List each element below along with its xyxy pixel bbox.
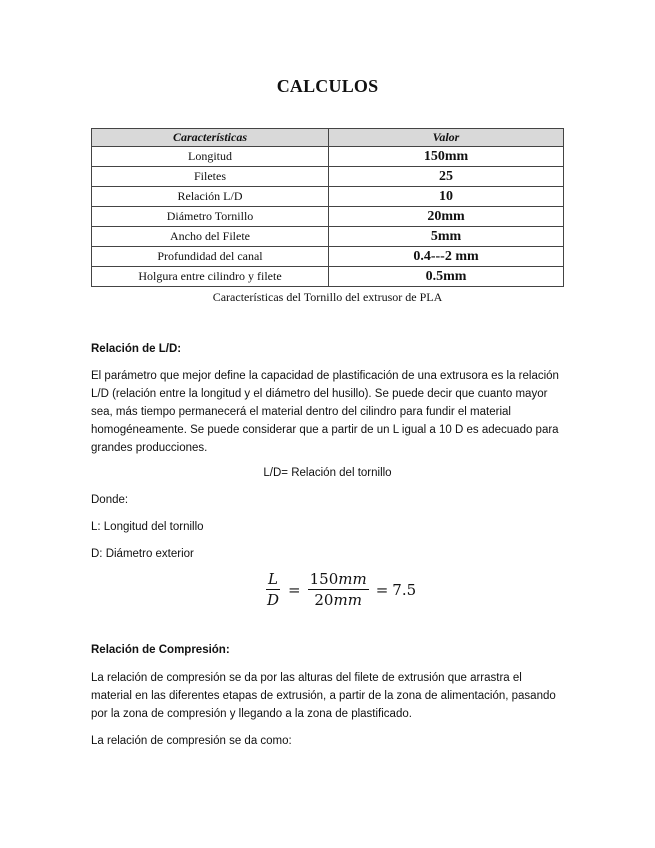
table-row <box>92 247 564 267</box>
row-label: Holgura entre cilindro y filete <box>92 267 329 287</box>
table-row <box>92 207 564 227</box>
row-value: 150mm <box>329 147 564 167</box>
table-caption: Características del Tornillo del extrusor de PLA <box>212 290 443 304</box>
lhs-numerator: L <box>268 570 278 588</box>
donde-label: Donde: <box>91 494 129 506</box>
table-row <box>92 167 564 187</box>
equals-sign: = <box>288 580 301 599</box>
lhs-fraction <box>265 570 281 609</box>
row-value: 10 <box>329 187 564 207</box>
row-value: 0.5mm <box>329 267 564 287</box>
page-title: CALCULOS <box>276 76 379 96</box>
lhs-denominator: D <box>267 591 280 609</box>
header-caracteristicas: Características <box>92 129 329 147</box>
row-label: Profundidad del canal <box>92 247 329 267</box>
rhs-denominator-unit: mm <box>333 591 362 609</box>
equals-sign-2: = <box>375 580 389 599</box>
header-valor: Valor <box>329 129 564 147</box>
row-label: Filetes <box>92 167 329 187</box>
paragraph-compression: La relación de compresión se da por las alturas del filete de extrusión que arrastra el material en las diferentes etapas de extrusión, a partir de la zona de alimentación, pasando por la zona de compresión y llegando a la zona de plastificado. <box>91 672 556 720</box>
definition-l: L: Longitud del tornillo <box>91 521 204 533</box>
row-label: Diámetro Tornillo <box>92 207 329 227</box>
row-value: 5mm <box>329 227 564 247</box>
section-heading-compression: Relación de Compresión: <box>91 644 230 656</box>
paragraph-ld: El parámetro que mejor define la capacidad de plastificación de una extrusora es la relación L/D (relación entre la longitud y el diámetro del husillo). Se puede decir que cuanto mayor sea, más tiempo permanecerá el material dentro del cilindro para fundir el material homogéneamente. Se puede considerar que a partir de un L igual a 10 D es adecuado para grandes producciones. <box>91 370 559 454</box>
formula-label: L/D= Relación del tornillo <box>263 467 392 479</box>
row-value: 20mm <box>329 207 564 227</box>
definition-d: D: Diámetro exterior <box>91 548 194 560</box>
table-row <box>92 147 564 167</box>
row-label: Relación L/D <box>92 187 329 207</box>
row-value: 25 <box>329 167 564 187</box>
table-header-row <box>92 129 564 147</box>
paragraph-compression-2: La relación de compresión se da como: <box>91 735 292 747</box>
row-label: Ancho del Filete <box>92 227 329 247</box>
specs-table <box>91 128 564 287</box>
ld-formula <box>262 570 416 609</box>
row-value: 0.4---2 mm <box>329 247 564 267</box>
row-label: Longitud <box>92 147 329 167</box>
formula-result: 7.5 <box>392 580 417 599</box>
table-row <box>92 187 564 207</box>
rhs-fraction <box>308 570 369 609</box>
rhs-numerator-value: 150 <box>309 570 339 588</box>
rhs-denominator <box>312 590 364 609</box>
rhs-numerator-unit: mm <box>338 570 367 588</box>
table-row <box>92 227 564 247</box>
section-heading-ld: Relación de L/D: <box>91 343 182 355</box>
rhs-denominator-value: 20 <box>314 591 334 609</box>
table-row <box>92 267 564 287</box>
rhs-numerator <box>308 570 369 590</box>
